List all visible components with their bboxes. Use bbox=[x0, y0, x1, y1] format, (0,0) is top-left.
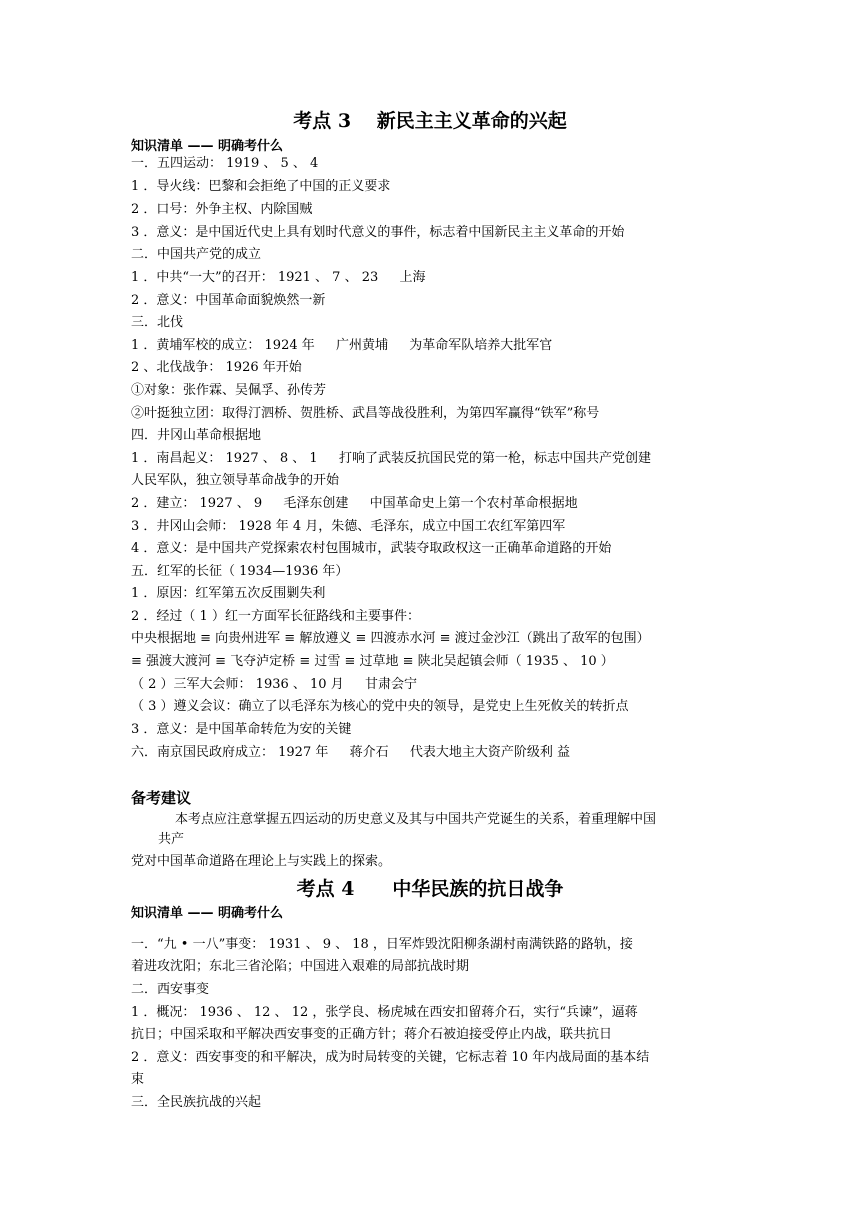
text-line: 1 ．原因：红军第五次反围剿失利 bbox=[131, 586, 326, 601]
text-line: 抗日；中国采取和平解决西安事变的正确方针；蒋介石被迫接受停止内战，联共抗日 bbox=[131, 1027, 613, 1042]
text-line: 着进攻沈阳；东北三省沦陷；中国进入艰难的局部抗战时期 bbox=[131, 959, 470, 974]
text-line: 中央根据地 ≡ 向贵州进军 ≡ 解放遵义 ≡ 四渡赤水河 ≡ 渡过金沙江（跳出了敌军的包围） bbox=[131, 631, 650, 646]
text-line: 一．“九 • 一八”事变： 1931 、 9 、 18 ，日军炸毁沈阳柳条湖村南满铁路的路轨，接 bbox=[131, 937, 633, 952]
text-line: 2 ．意义：中国革命面貌焕然一新 bbox=[131, 293, 326, 308]
text-line: 三．北伐 bbox=[131, 315, 184, 330]
text-line: 2 ．建立： 1927 、 9 毛泽东创建 中国革命史上第一个农村革命根据地 bbox=[131, 496, 578, 511]
text-line: 1 ．概况： 1936 、 12 、 12 ，张学良、杨虎城在西安扣留蒋介石，实行“兵谏”，逼蒋 bbox=[131, 1005, 638, 1020]
section-4-title: 考点 4 中华民族的抗日战争 bbox=[296, 878, 564, 900]
text-line: ②叶挺独立团：取得汀泗桥、贺胜桥、武昌等战役胜利，为第四军赢得“铁军”称号 bbox=[131, 406, 600, 421]
text-line: 二．中国共产党的成立 bbox=[131, 247, 262, 262]
text-line: 3 ．意义：是中国革命转危为安的关键 bbox=[131, 722, 352, 737]
text-line: 3 ．意义：是中国近代史上具有划时代意义的事件，标志着中国新民主主义革命的开始 bbox=[131, 225, 625, 240]
text-line: ①对象：张作霖、吴佩孚、孙传芳 bbox=[131, 383, 327, 398]
text-line: 2 ．经过（ 1 ）红一方面军长征路线和主要事件： bbox=[131, 609, 420, 624]
text-line: 人民军队，独立领导革命战争的开始 bbox=[131, 473, 340, 488]
advice-text: 党对中国革命道路在理论上与实践上的探索。 bbox=[131, 854, 392, 869]
text-line: 3 ．井冈山会师： 1928 年 4 月，朱德、毛泽东，成立中国工农红军第四军 bbox=[131, 519, 566, 534]
text-line: ≡ 强渡大渡河 ≡ 飞夺泸定桥 ≡ 过雪 ≡ 过草地 ≡ 陕北吴起镇会师（ 1935 、 10 ） bbox=[131, 654, 614, 669]
text-line: 2 、北伐战争： 1926 年开始 bbox=[131, 360, 302, 375]
advice-text: 本考点应注意掌握五四运动的历史意义及其与中国共产党诞生的关系，着重理解中国 bbox=[175, 812, 657, 827]
section-3-title: 考点 3 新民主主义革命的兴起 bbox=[293, 110, 567, 132]
text-line: 1 ．黄埔军校的成立： 1924 年 广州黄埔 为革命军队培养大批军官 bbox=[131, 338, 553, 353]
section-3-subtitle: 知识清单 —— 明确考什么 bbox=[131, 139, 284, 154]
advice-text: 共产 bbox=[158, 832, 185, 847]
text-line: （ 2 ）三军大会师： 1936 、 10 月 甘肃会宁 bbox=[131, 677, 417, 692]
text-line: 二．西安事变 bbox=[131, 982, 210, 997]
text-line: 2 ．口号：外争主权、内除国贼 bbox=[131, 202, 313, 217]
text-line: 三．全民族抗战的兴起 bbox=[131, 1095, 262, 1110]
text-line: 一．五四运动： 1919 、 5 、 4 bbox=[131, 156, 319, 171]
advice-heading: 备考建议 bbox=[131, 789, 192, 807]
text-line: （ 3 ）遵义会议：确立了以毛泽东为核心的党中央的领导，是党史上生死攸关的转折点 bbox=[131, 699, 629, 714]
text-line: 4 ．意义：是中国共产党探索农村包围城市，武装夺取政权这一正确革命道路的开始 bbox=[131, 541, 612, 556]
text-line: 五．红军的长征（ 1934—1936 年） bbox=[131, 564, 349, 579]
text-line: 1 ．中共“一大”的召开： 1921 、 7 、 23 上海 bbox=[131, 270, 426, 285]
text-line: 六．南京国民政府成立： 1927 年 蒋介石 代表大地主大资产阶级利 益 bbox=[131, 745, 571, 760]
text-line: 2 ．意义：西安事变的和平解决，成为时局转变的关键，它标志着 10 年内战局面的基本结 bbox=[131, 1050, 650, 1065]
text-line: 1 ．南昌起义： 1927 、 8 、 1 打响了武装反抗国民党的第一枪，标志中国共产党创建 bbox=[131, 451, 651, 466]
section-4-subtitle: 知识清单 —— 明确考什么 bbox=[131, 906, 284, 921]
text-line: 束 bbox=[131, 1072, 145, 1087]
text-line: 四．井冈山革命根据地 bbox=[131, 428, 262, 443]
text-line: 1 ．导火线：巴黎和会拒绝了中国的正义要求 bbox=[131, 179, 391, 194]
